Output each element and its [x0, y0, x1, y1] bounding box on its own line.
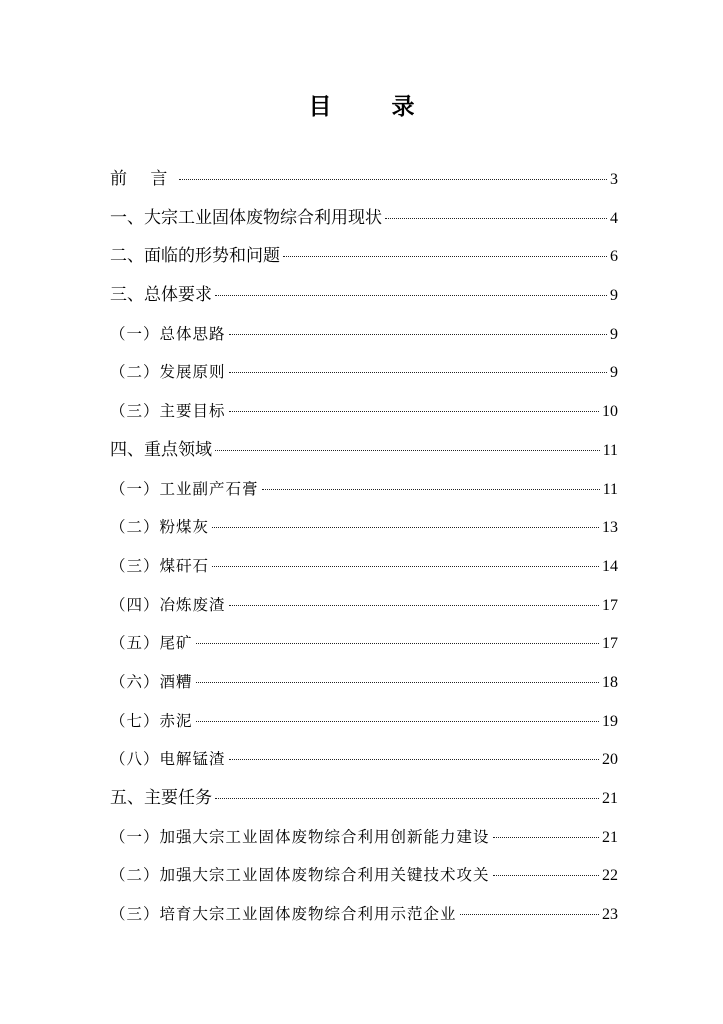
dot-leader	[196, 682, 599, 683]
toc-entry[interactable]	[110, 547, 618, 586]
toc-entry[interactable]	[110, 315, 618, 354]
toc-page-number: 14	[602, 557, 618, 575]
toc-page-number: 6	[610, 248, 618, 266]
toc-page-number: 18	[602, 673, 618, 691]
toc-page-number: 19	[602, 712, 618, 730]
dot-leader	[493, 875, 599, 876]
toc-entry-text: （二）加强大宗工业固体废物综合利用关键技术攻关	[110, 866, 490, 885]
toc-entry-text: （七）赤泥	[110, 711, 193, 730]
toc-entry-text: （三）煤矸石	[110, 556, 210, 575]
toc-page-number: 11	[602, 441, 618, 459]
dot-leader	[262, 489, 600, 490]
dot-leader	[283, 256, 607, 257]
toc-entry[interactable]	[110, 779, 618, 818]
toc-entry-text: 二、面临的形势和问题	[110, 246, 280, 267]
dot-leader	[212, 527, 599, 528]
toc-entry-text: （一）工业副产石膏	[110, 479, 259, 498]
dot-leader	[229, 372, 607, 373]
toc-entry-text: （二）发展原则	[110, 363, 226, 382]
dot-leader	[212, 566, 599, 567]
toc-entry[interactable]	[110, 508, 618, 547]
toc-entry[interactable]	[110, 470, 618, 509]
toc-entry[interactable]	[110, 431, 618, 470]
toc-entry-text: 前 言	[110, 169, 177, 189]
toc-entry[interactable]	[110, 740, 618, 779]
toc-page-number: 20	[602, 751, 618, 769]
toc-page-number: 11	[602, 480, 618, 498]
toc-page-number: 13	[602, 519, 618, 537]
toc-page-number: 23	[602, 906, 618, 924]
toc-entry[interactable]	[110, 237, 618, 276]
dot-leader	[215, 798, 599, 799]
toc-entry-text: （三）培育大宗工业固体废物综合利用示范企业	[110, 905, 457, 924]
toc-entry-text: 三、总体要求	[110, 285, 212, 306]
toc-entry-text: 五、主要任务	[110, 788, 212, 808]
page-title: 目 录	[308, 94, 441, 120]
toc-entry[interactable]	[110, 624, 618, 663]
toc-entry-text: （四）冶炼废渣	[110, 595, 226, 614]
dot-leader	[215, 295, 607, 296]
dot-leader	[229, 605, 599, 606]
toc-entry-text: 一、大宗工业固体废物综合利用现状	[110, 207, 382, 228]
toc-page-number: 3	[610, 171, 618, 188]
toc-entry-text: （二）粉煤灰	[110, 518, 210, 537]
toc-page-number: 22	[602, 867, 618, 885]
dot-leader	[179, 179, 607, 180]
toc-entry[interactable]	[110, 818, 618, 857]
toc-entry-text: （六）酒糟	[110, 672, 193, 691]
toc-page-number: 10	[602, 403, 618, 421]
toc-entry[interactable]	[110, 199, 618, 238]
toc-entry[interactable]	[110, 160, 618, 199]
toc-entry[interactable]	[110, 276, 618, 315]
toc-page-number: 4	[610, 209, 618, 227]
toc-entry[interactable]	[110, 353, 618, 392]
dot-leader	[460, 914, 599, 915]
dot-leader	[196, 721, 599, 722]
toc-entry-text: （三）主要目标	[110, 402, 226, 421]
toc-page-number: 9	[610, 364, 618, 382]
toc-entry[interactable]	[110, 586, 618, 625]
toc-entry[interactable]	[110, 392, 618, 431]
toc-page-number: 17	[602, 635, 618, 653]
toc-entry-text: （一）总体思路	[110, 324, 226, 343]
dot-leader	[215, 450, 600, 451]
dot-leader	[385, 218, 607, 219]
dot-leader	[229, 759, 599, 760]
table-of-contents	[110, 160, 618, 934]
toc-entry[interactable]	[110, 702, 618, 741]
toc-page-number: 21	[602, 790, 618, 807]
toc-entry-text: 四、重点领域	[110, 439, 212, 460]
dot-leader	[229, 334, 607, 335]
dot-leader	[229, 411, 599, 412]
toc-page-number: 9	[610, 287, 618, 305]
toc-entry-text: （五）尾矿	[110, 634, 193, 653]
toc-entry[interactable]	[110, 895, 618, 934]
dot-leader	[493, 837, 599, 838]
dot-leader	[196, 643, 599, 644]
toc-entry-text: （八）电解锰渣	[110, 750, 226, 769]
toc-page-number: 9	[610, 325, 618, 343]
toc-entry[interactable]	[110, 663, 618, 702]
toc-page-number: 21	[602, 828, 618, 846]
toc-entry[interactable]	[110, 856, 618, 895]
toc-entry-text: （一）加强大宗工业固体废物综合利用创新能力建设	[110, 827, 490, 846]
toc-page-number: 17	[602, 596, 618, 614]
